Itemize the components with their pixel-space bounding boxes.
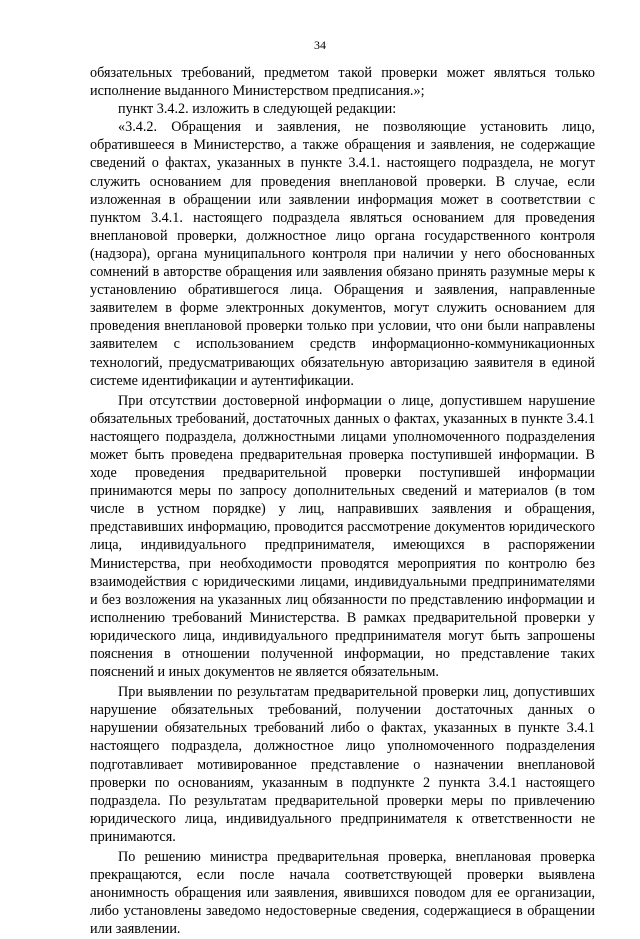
paragraph-continuation: обязательных требований, предметом такой проверки может являться только исполнение выданного Министерством предписания.»; bbox=[90, 65, 595, 100]
document-body bbox=[90, 64, 595, 939]
page-number: 34 bbox=[314, 38, 326, 52]
paragraph-preliminary-check: При отсутствии достоверной информации о лице, допустившем нарушение обязательных требований, достаточных данных о фактах, указанных в пункте 3.4.1 настоящего подраздела, должностными лицами уполномоченного подразделения может быть проведена предварительная проверка поступившей информации. В ходе проведения предварительной проверки поступившей информации принимаются меры по запросу дополнительных сведений и материалов (в том числе в устном порядке) у лиц, направивших заявления и обращения, представивших информацию, проводится рассмотрение документов юридического лица, индивидуального предпринимателя, имеющихся в распоряжении Министерства, при необходимости проводятся мероприятия по контролю без взаимодействия с юридическими лицами, индивидуальными предпринимателями и без возложения на указанных лиц обязанности по представлению информации и исполнению требований Министерства. В рамках предварительной проверки у юридического лица, индивидуального предпринимателя могут быть запрошены пояснения в отношении полученной информации, но представление таких пояснений и иных документов не является обязательным. bbox=[90, 392, 595, 681]
paragraph-termination: По решению министра предварительная проверка, внеплановая проверка прекращаются, если после начала соответствующей проверки выявлена анонимность обращения или заявления, явившихся поводом для ее организации, либо установлены заведомо недостоверные сведения, содержащиеся в обращении или заявлении. bbox=[90, 849, 595, 938]
paragraph-3-4-2: «3.4.2. Обращения и заявления, не позволяющие установить лицо, обратившееся в Министерство, а также обращения и заявления, не содержащие сведений о фактах, указанных в пункте 3.4.1. настоящего подраздела, не могут служить основанием для проведения внеплановой проверки. В случае, если изложенная в обращении или заявлении информация может в соответствии с пунктом 3.4.1. настоящего подраздела являться основанием для проведения внеплановой проверки, должностное лицо органа государственного контроля (надзора), органа муниципального контроля при наличии у него обоснованных сомнений в авторстве обращения или заявления обязано принять разумные меры к установлению обратившегося лица. Обращения и заявления, направленные заявителем в форме электронных документов, могут служить основанием для проведения внеплановой проверки только при условии, что они были направлены заявителем с использованием средств информационно-коммуникационных технологий, предусматривающих обязательную авторизацию заявителя в единой системе идентификации и аутентификации. bbox=[90, 119, 595, 389]
paragraph-amendment-intro: пункт 3.4.2. изложить в следующей редакции: bbox=[118, 101, 397, 118]
paragraph-check-results: При выявлении по результатам предварительной проверки лиц, допустивших нарушение обязательных требований, получении достаточных данных о нарушении обязательных требований либо о фактах, указанных в пункте 3.4.1 настоящего подраздела, должностное лицо уполномоченного подразделения подготавливает мотивированное представление о назначении внеплановой проверки по основаниям, указанным в подпункте 2 пункта 3.4.1 настоящего подраздела. По результатам предварительной проверки меры по привлечению юридического лица, индивидуального предпринимателя к ответственности не принимаются. bbox=[90, 684, 595, 845]
